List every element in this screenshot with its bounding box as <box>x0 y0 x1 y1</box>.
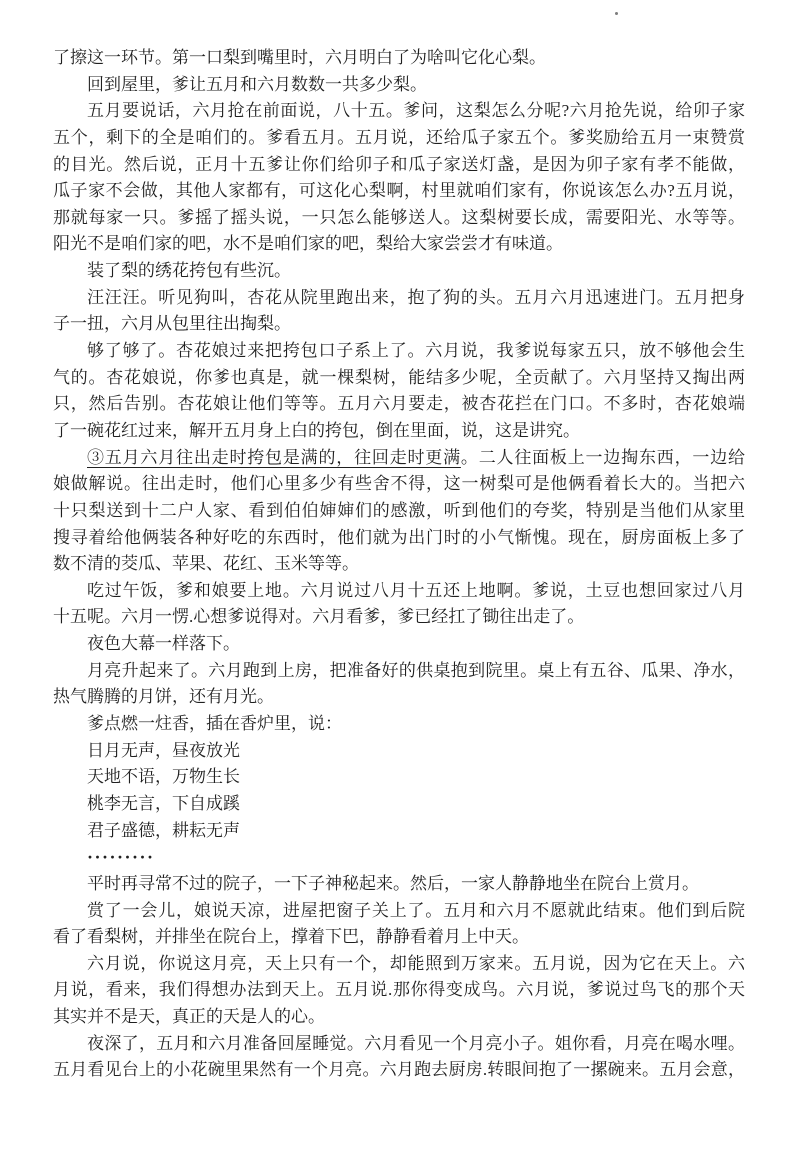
text-line: 日月无声，昼夜放光 <box>87 740 240 760</box>
text-line: 搜寻着给他俩装各种好吃的东西时，他们就为出门时的小气惭愧。现在，厨房面板上多了 <box>53 527 745 547</box>
text-line: 够了够了。杏花娘过来把挎包口子系上了。六月说，我爹说每家五只，放不够他会生 <box>87 341 745 361</box>
text-body <box>53 45 745 1084</box>
text-line: 夜深了，五月和六月准备回屋睡觉。六月看见一个月亮小子。姐你看，月亮在喝水哩。 <box>87 1033 745 1053</box>
text-line: 了一碗花红过来，解开五月身上白的挎包，倒在里面，说，这是讲究。 <box>53 420 580 440</box>
text-line: 其实并不是天，真正的天是人的心。 <box>53 1007 325 1027</box>
scan-speck <box>615 12 618 15</box>
text-line: 那就每家一只。爹摇了摇头说，一只怎么能够送人。这梨树要长成，需要阳光、水等等。 <box>53 207 745 227</box>
underlined-sentence: ③五月六月往出走时挎包是满的，往回走时更满 <box>87 447 461 467</box>
sentence: 。二人往面板上一边掏东西，一边给 <box>460 447 746 467</box>
text-line: 六月说，你说这月亮，天上只有一个，却能照到万家来。五月说，因为它在天上。六 <box>87 953 745 973</box>
text-line: 月说，看来，我们得想办法到天上。五月说.那你得变成鸟。六月说，爹说过鸟飞的那个天 <box>53 980 745 1000</box>
text-line: 子一扭，六月从包里往出掏梨。 <box>53 314 291 334</box>
text-line: 的目光。然后说，正月十五爹让你们给卯子和瓜子家送灯盏，是因为卯子家有孝不能做， <box>53 154 745 174</box>
text-line: 只，然后告别。杏花娘让他们等等。五月六月要走，被杏花拦在门口。不多时，杏花娘端 <box>53 394 745 414</box>
text-line: 夜色大幕一样落下。 <box>87 634 240 654</box>
text-line: 平时再寻常不过的院子，一下子神秘起来。然后，一家人静静地坐在院台上赏月。 <box>87 873 699 893</box>
text-line: 看了看梨树，并排坐在院台上，撑着下巴，静静看着月上中天。 <box>53 927 529 947</box>
text-line: 气的。杏花娘说，你爹也真是，就一棵梨树，能结多少呢，全贡献了。六月坚持又掏出两 <box>53 367 745 387</box>
text-line: 阳光不是咱们家的吧，水不是咱们家的吧，梨给大家尝尝才有味道。 <box>53 234 563 254</box>
text-line: 回到屋里，爹让五月和六月数数一共多少梨。 <box>87 74 427 94</box>
text-line <box>53 445 745 472</box>
ellipsis-line: ········· <box>87 847 155 868</box>
text-line: 装了梨的绣花挎包有些沉。 <box>87 261 291 281</box>
text-line: 爹点燃一炷香，插在香炉里，说： <box>87 714 342 734</box>
text-line: 君子盛德，耕耘无声 <box>87 820 240 840</box>
text-line: 天地不语，万物生长 <box>87 767 240 787</box>
text-line: 赏了一会儿，娘说天凉，进屋把窗子关上了。五月和六月不愿就此结束。他们到后院 <box>87 900 745 920</box>
text-line: 五月要说话，六月抢在前面说，八十五。爹问，这梨怎么分呢?六月抢先说，给卯子家 <box>87 101 745 121</box>
text-line: 数不清的茭瓜、苹果、花红、玉米等等。 <box>53 554 359 574</box>
text-line: 了擦这一环节。第一口梨到嘴里时，六月明白了为啥叫它化心梨。 <box>53 48 546 67</box>
text-line: 汪汪汪。听见狗叫，杏花从院里跑出来，抱了狗的头。五月六月迅速进门。五月把身 <box>87 287 745 307</box>
text-line: 桃李无言，下自成蹊 <box>87 793 240 813</box>
text-line: 娘做解说。往出走时，他们心里多少有些舍不得，这一树梨可是他俩看着长大的。当把六 <box>53 474 745 494</box>
text-line: 热气腾腾的月饼，还有月光。 <box>53 687 274 707</box>
text-line: 十五呢。六月一愣.心想爹说得对。六月看爹，爹已经扛了锄往出走了。 <box>53 607 585 627</box>
text-line: 五月看见台上的小花碗里果然有一个月亮。六月跑去厨房.转眼间抱了一摞碗来。五月会意， <box>53 1060 745 1080</box>
text-line: 十只梨送到十二户人家、看到伯伯婶婶们的感激，听到他们的夸奖，特别是当他们从家里 <box>53 500 745 520</box>
text-line: 瓜子家不会做，其他人家都有，可这化心梨啊，村里就咱们家有，你说该怎么办?五月说， <box>53 181 745 201</box>
text-line: 五个，剩下的全是咱们的。爹看五月。五月说，还给瓜子家五个。爹奖励给五月一束赞赏 <box>53 127 745 147</box>
text-line: 月亮升起来了。六月跑到上房，把准备好的供桌抱到院里。桌上有五谷、瓜果、净水， <box>87 660 745 680</box>
text-line: 吃过午饭，爹和娘要上地。六月说过八月十五还上地啊。爹说，土豆也想回家过八月 <box>87 580 745 600</box>
